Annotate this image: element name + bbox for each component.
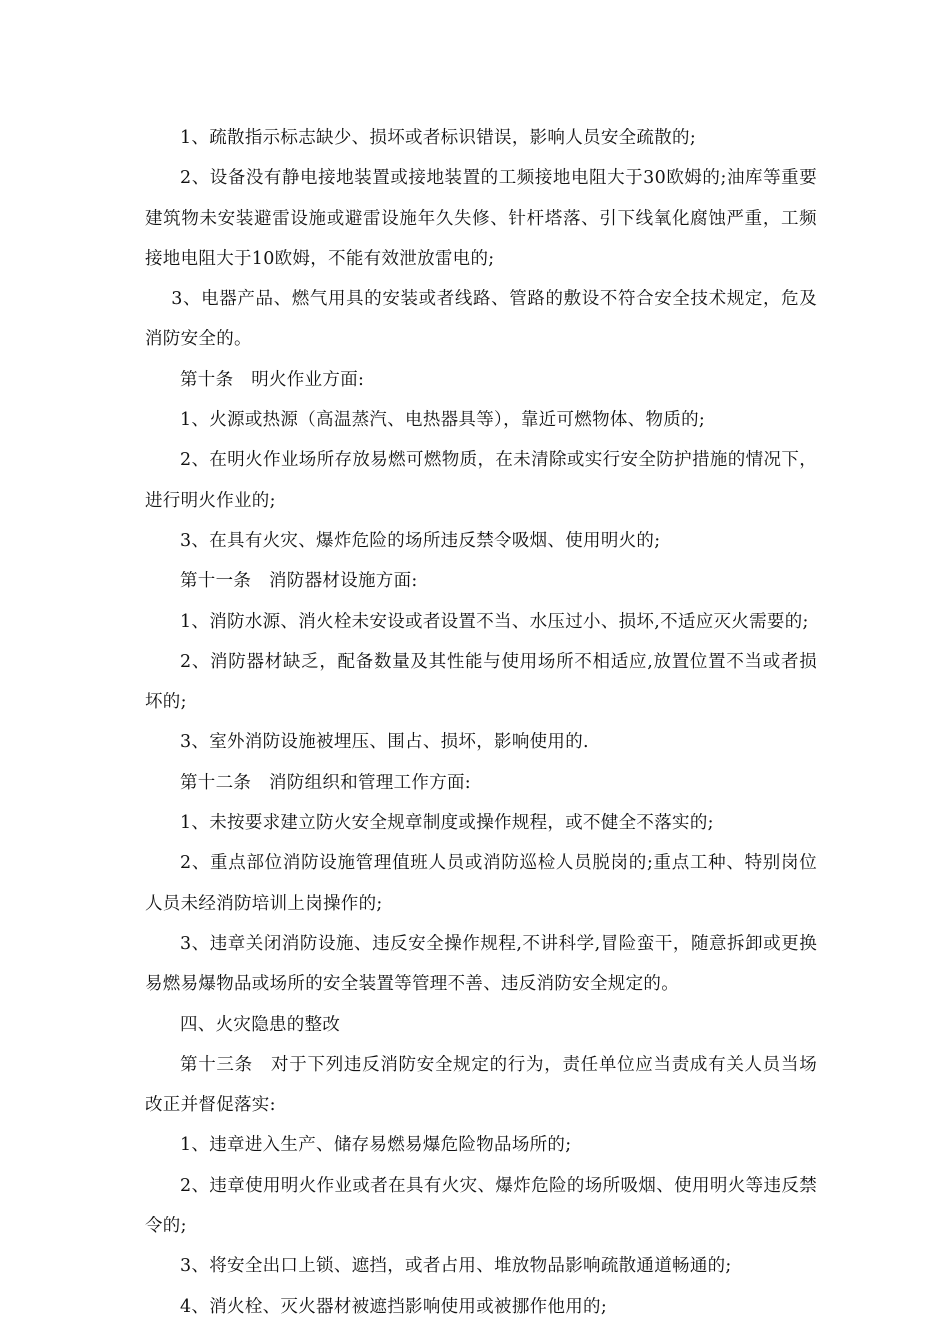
- paragraph: 4、消火栓、灭火器材被遮挡影响使用或被挪作他用的;: [180, 1296, 608, 1317]
- section-heading: 四、火灾隐患的整改: [180, 1014, 341, 1035]
- paragraph: 3、电器产品、燃气用具的安装或者线路、管路的敷设不符合安全技术规定，危及消防安全的。: [145, 289, 817, 350]
- paragraph: 2、设备没有静电接地装置或接地装置的工频接地电阻大于30欧姆的;油库等重要建筑物未安装避雷设施或避雷设施年久失修、针杆塔落、引下线氧化腐蚀严重，工频接地电阻大于10欧姆，不能有效泄放雷电的;: [145, 168, 817, 269]
- paragraph: 1、消防水源、消火栓未安设或者设置不当、水压过小、损坏,不适应灭火需要的;: [180, 611, 809, 632]
- section-heading: 第十条 明火作业方面:: [180, 369, 365, 390]
- paragraph: 2、重点部位消防设施管理值班人员或消防巡检人员脱岗的;重点工种、特别岗位人员未经消防培训上岗操作的;: [145, 853, 817, 914]
- paragraph: 3、违章关闭消防设施、违反安全操作规程,不讲科学,冒险蛮干，随意拆卸或更换易燃易爆物品或场所的安全装置等管理不善、违反消防安全规定的。: [145, 933, 817, 995]
- section-heading: 第十二条 消防组织和管理工作方面:: [180, 772, 471, 793]
- paragraph: 2、违章使用明火作业或者在具有火灾、爆炸危险的场所吸烟、使用明火等违反禁令的;: [145, 1175, 817, 1237]
- paragraph: 1、违章进入生产、储存易燃易爆危险物品场所的;: [180, 1135, 572, 1156]
- body-text: [145, 118, 817, 1327]
- section-heading: 第十一条 消防器材设施方面:: [180, 571, 418, 592]
- paragraph: 1、疏散指示标志缺少、损坏或者标识错误，影响人员安全疏散的;: [180, 128, 697, 148]
- paragraph: 3、在具有火灾、爆炸危险的场所违反禁令吸烟、使用明火的;: [180, 530, 661, 551]
- paragraph: 3、将安全出口上锁、遮挡，或者占用、堆放物品影响疏散通道畅通的;: [180, 1256, 732, 1277]
- section-heading: 第十三条 对于下列违反消防安全规定的行为，责任单位应当责成有关人员当场改正并督促落实:: [145, 1054, 817, 1116]
- paragraph: 2、消防器材缺乏，配备数量及其性能与使用场所不相适应,放置位置不当或者损坏的;: [145, 651, 817, 713]
- paragraph: 1、火源或热源（高温蒸汽、电热器具等），靠近可燃物体、物质的;: [180, 410, 706, 431]
- paragraph: 3、室外消防设施被埋压、围占、损坏，影响使用的.: [180, 732, 589, 753]
- paragraph: 1、未按要求建立防火安全规章制度或操作规程，或不健全不落实的;: [180, 813, 714, 834]
- paragraph: 2、在明火作业场所存放易燃可燃物质，在未清除或实行安全防护措施的情况下，进行明火作业的;: [145, 450, 817, 511]
